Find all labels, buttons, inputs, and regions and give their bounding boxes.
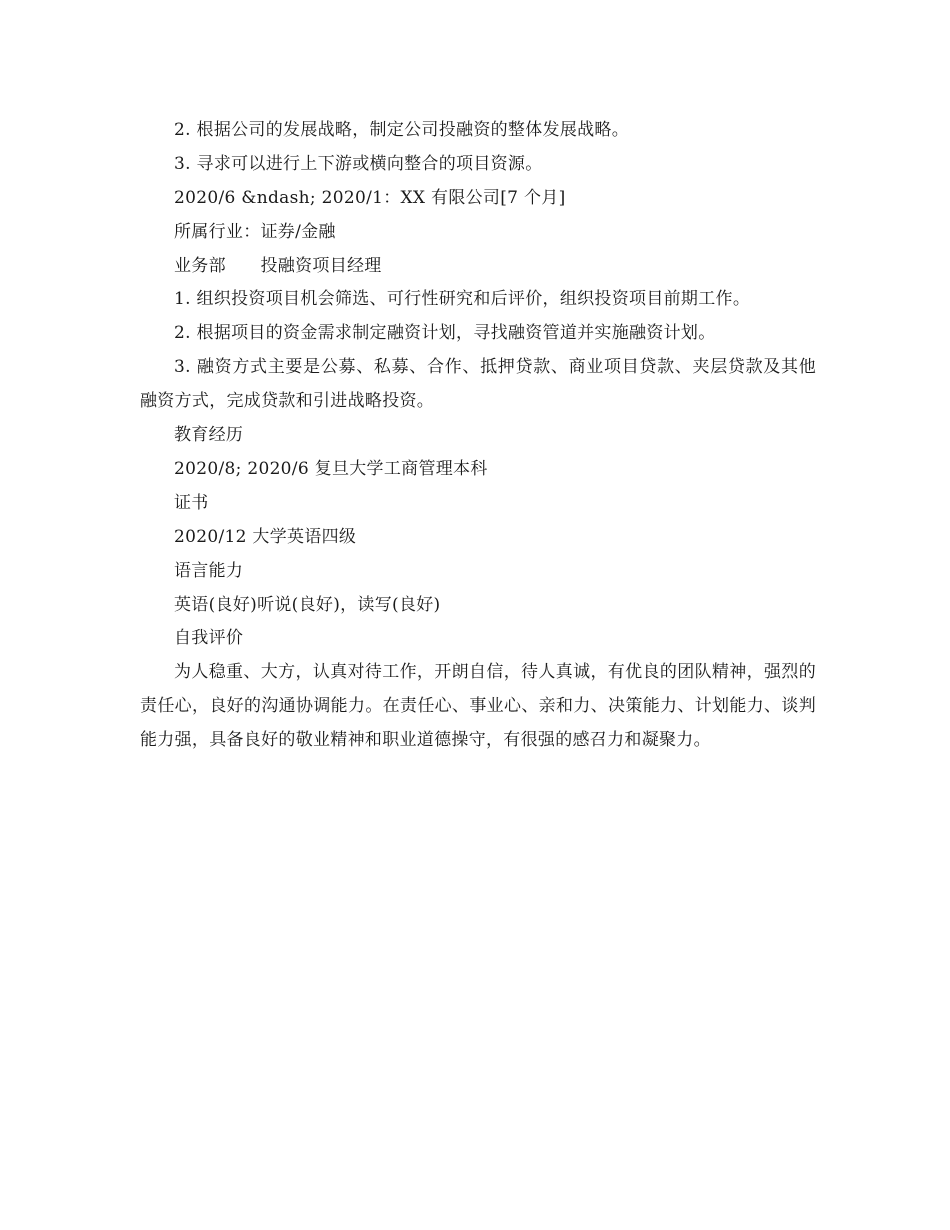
self-evaluation-heading: 自我评价 — [174, 628, 244, 649]
self-evaluation-paragraph: 为人稳重、大方，认真对待工作，开朗自信，待人真诚，有优良的团队精神，强烈的责任心，良好的沟通协调能力。在责任心、事业心、亲和力、决策能力、计划能力、谈判能力强，具备良好的敬业精神和职业道德操守，有很强的感召力和凝聚力。 — [140, 662, 816, 751]
financing-plan-duty-line: 2. 根据项目的资金需求制定融资计划，寻找融资管道并实施融资计划。 — [174, 323, 716, 344]
education-entry: 2020/8; 2020/6 复旦大学工商管理本科 — [174, 458, 488, 479]
certificate-heading: 证书 — [174, 492, 209, 513]
investment-duty-line: 1. 组织投资项目机会筛选、可行性研究和后评价，组织投资项目前期工作。 — [174, 289, 751, 310]
education-heading: 教育经历 — [174, 425, 244, 446]
language-entry: 英语(良好)听说(良好)，读写(良好) — [174, 594, 441, 615]
financing-methods-paragraph: 3. 融资方式主要是公募、私募、合作、抵押贷款、商业项目贷款、夹层贷款及其他融资方式，完成贷款和引进战略投资。 — [140, 357, 816, 412]
employment-period-line: 2020/6 &ndash; 2020/1：XX 有限公司[7 个月] — [174, 187, 566, 208]
document-page — [140, 114, 816, 758]
language-heading: 语言能力 — [174, 560, 244, 581]
integration-duty-line: 3. 寻求可以进行上下游或横向整合的项目资源。 — [174, 153, 543, 174]
department-position-line: 业务部 投融资项目经理 — [174, 255, 382, 276]
industry-line: 所属行业：证券/金融 — [174, 221, 336, 242]
strategy-duty-line: 2. 根据公司的发展战略，制定公司投融资的整体发展战略。 — [174, 120, 630, 140]
certificate-entry: 2020/12 大学英语四级 — [174, 526, 357, 547]
